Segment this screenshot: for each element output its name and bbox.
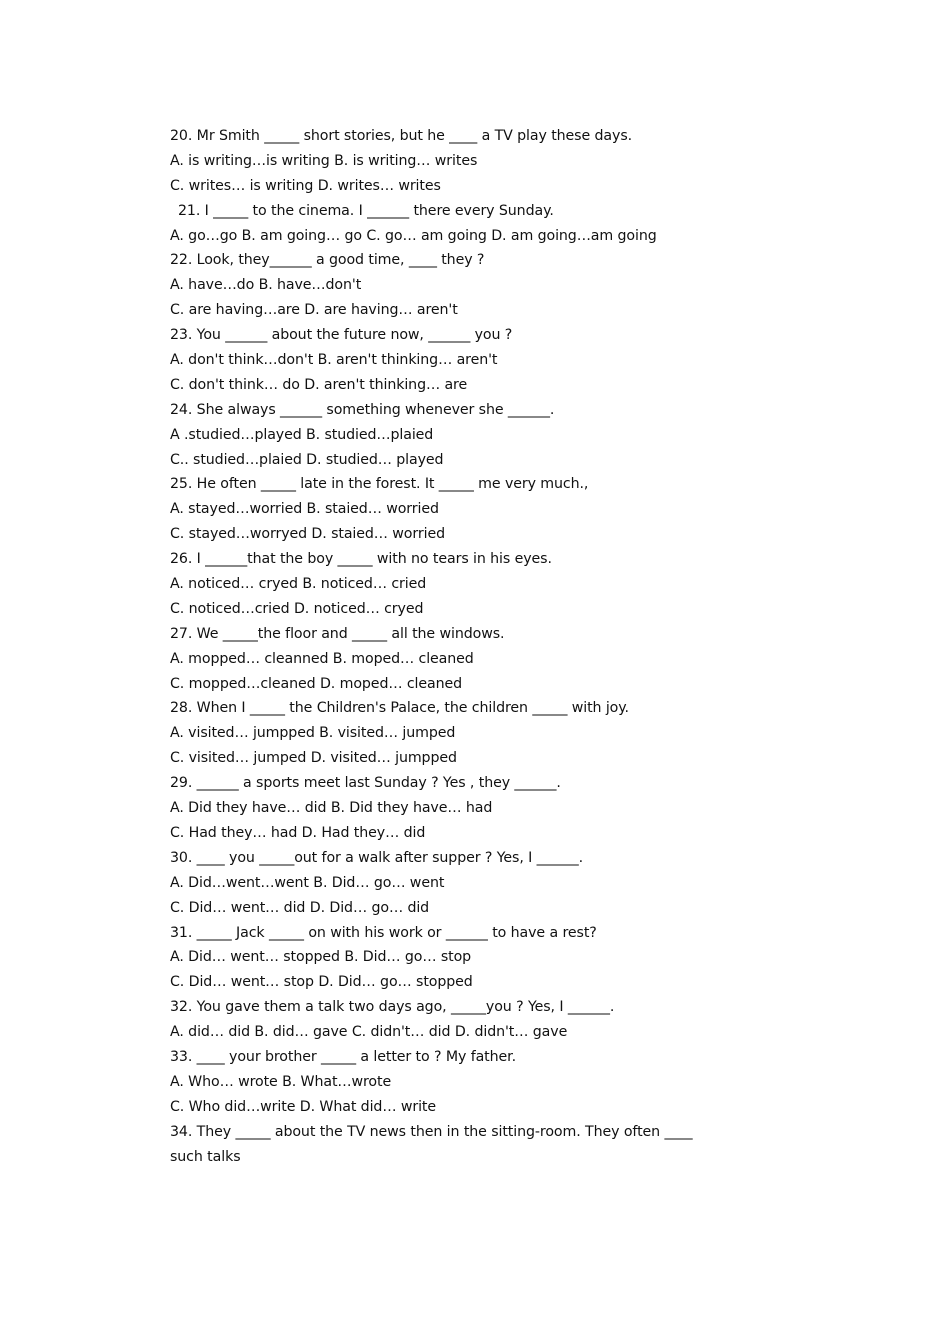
options-28-ab: A. visited… jumpped B. visited… jumped (170, 725, 456, 742)
options-26-cd: C. noticed…cried D. noticed… cryed (170, 600, 424, 617)
options-33-ab: A. Who… wrote B. What…wrote (170, 1073, 392, 1090)
question-30: 30. ____ you _____out for a walk after supper ? Yes, I ______. (170, 849, 584, 866)
options-23-cd: C. don't think… do D. aren't thinking… are (170, 376, 468, 393)
options-24-ab: A .studied…played B. studied…plaied (170, 426, 434, 443)
options-27-cd: C. mopped…cleaned D. moped… cleaned (170, 675, 463, 692)
question-29: 29. ______ a sports meet last Sunday ? Yes , they ______. (170, 775, 561, 792)
options-20-cd: C. writes… is writing D. writes… writes (170, 177, 441, 194)
options-22-cd: C. are having…are D. are having… aren't (170, 302, 458, 319)
options-21: A. go…go B. am going… go C. go… am going D. am going…am going (170, 227, 657, 244)
options-31-cd: C. Did… went… stop D. Did… go… stopped (170, 974, 473, 991)
exercise-text (170, 124, 730, 1169)
question-24: 24. She always ______ something whenever she ______. (170, 401, 555, 418)
question-25: 25. He often _____ late in the forest. It _____ me very much., (170, 476, 589, 493)
question-22: 22. Look, they______ a good time, ____ they ? (170, 252, 485, 269)
question-33: 33. ____ your brother _____ a letter to ? My father. (170, 1048, 517, 1065)
options-27-ab: A. mopped… cleanned B. moped… cleaned (170, 650, 474, 667)
question-27: 27. We _____the floor and _____ all the windows. (170, 625, 505, 642)
options-23-ab: A. don't think…don't B. aren't thinking… aren't (170, 352, 498, 369)
options-32: A. did… did B. did… gave C. didn't… did D. didn't… gave (170, 1024, 568, 1041)
question-23: 23. You ______ about the future now, ______ you ? (170, 327, 513, 344)
question-28: 28. When I _____ the Children's Palace, the children _____ with joy. (170, 700, 629, 717)
question-26: 26. I ______that the boy _____ with no tears in his eyes. (170, 551, 552, 568)
options-33-cd: C. Who did…write D. What did… write (170, 1098, 437, 1115)
options-20-ab: A. is writing…is writing B. is writing… writes (170, 152, 478, 169)
question-31: 31. _____ Jack _____ on with his work or ______ to have a rest? (170, 924, 597, 941)
options-30-ab: A. Did…went…went B. Did… go… went (170, 874, 445, 891)
question-34-continued: such talks (170, 1148, 241, 1165)
options-22-ab: A. have…do B. have…don't (170, 277, 362, 294)
question-21: 21. I _____ to the cinema. I ______ there every Sunday. (178, 202, 554, 219)
question-34: 34. They _____ about the TV news then in the sitting-room. They often ____ (170, 1123, 693, 1140)
options-31-ab: A. Did… went… stopped B. Did… go… stop (170, 949, 472, 966)
options-28-cd: C. visited… jumped D. visited… jumpped (170, 750, 457, 767)
question-32: 32. You gave them a talk two days ago, _____you ? Yes, I ______. (170, 999, 615, 1016)
question-20: 20. Mr Smith _____ short stories, but he ____ a TV play these days. (170, 128, 633, 144)
options-29-ab: A. Did they have… did B. Did they have… had (170, 800, 493, 817)
options-26-ab: A. noticed… cryed B. noticed… cried (170, 576, 427, 593)
options-29-cd: C. Had they… had D. Had they… did (170, 824, 426, 841)
options-24-cd: C.. studied…plaied D. studied… played (170, 451, 444, 468)
options-25-ab: A. stayed…worried B. staied… worried (170, 501, 439, 518)
options-25-cd: C. stayed…worryed D. staied… worried (170, 526, 445, 543)
options-30-cd: C. Did… went… did D. Did… go… did (170, 899, 430, 916)
